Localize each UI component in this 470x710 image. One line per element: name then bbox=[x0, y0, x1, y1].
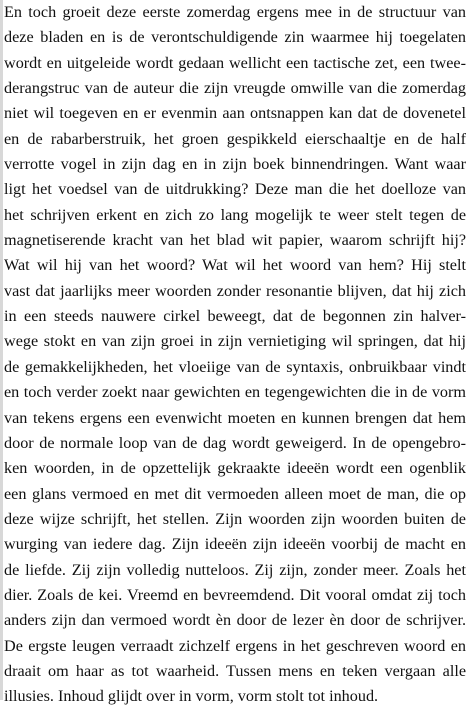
text-line: en de rabarberstruik, het groen gespikkeld eierschaaltje en de half bbox=[4, 129, 466, 148]
text-line: de gemakkelijkheden, het vloeiige van de syntaxis, onbruikbaar vindt bbox=[4, 357, 466, 376]
text-line: dier. Zoals de kei. Vreemd en bevreemdend. Dit vooral omdat zij toch bbox=[4, 585, 466, 604]
text-line: niet wil toegeven en er evenmin aan ontsnappen kan dat de dovenetel bbox=[4, 104, 466, 123]
text-line: magnetiserende kracht van het blad wit papier, waarom schrijft hij? bbox=[4, 231, 466, 250]
text-line: En toch groeit deze eerste zomerdag ergens mee in de structuur van bbox=[4, 3, 466, 21]
text-line: Wat wil hij van het woord? Wat wil het woord van hem? Hij stelt bbox=[4, 256, 466, 275]
text-line: De ergste leugen verraadt zichzelf ergens in het geschreven woord en bbox=[4, 636, 466, 655]
text-line: wege stokt en van zijn groei in zijn vernietiging wil springen, dat hij bbox=[4, 332, 466, 351]
text-line: deze bladen en is de verontschuldigende zin waarmee hij toegelaten bbox=[4, 28, 466, 47]
body-text bbox=[4, 0, 466, 710]
text-line: anders zijn dan vermoed wordt èn door de lezer èn door de schrijver. bbox=[4, 611, 466, 630]
text-line: in een steeds nauwere cirkel beweegt, dat de begonnen zin halver- bbox=[4, 307, 466, 326]
text-line: ken woorden, in de opzettelijk gekraakte ideeën wordt een ogenblik bbox=[4, 459, 466, 478]
scan-edge-shadow bbox=[0, 0, 3, 700]
text-line: draait om haar as tot waarheid. Tussen mens en teken vergaan alle bbox=[4, 661, 466, 680]
text-line: vast dat jaarlijks meer woorden zonder resonantie blijven, dat hij zich bbox=[4, 281, 466, 300]
text-line: door de normale loop van de dag wordt geweigerd. In de opengebro- bbox=[4, 433, 466, 452]
text-line: illusies. Inhoud glijdt over in vorm, vorm stolt tot inhoud. bbox=[4, 687, 379, 706]
text-line: verrotte vogel in zijn dag en in zijn boek binnendringen. Want waar bbox=[4, 155, 466, 174]
text-line: derangstruc van de auteur die zijn vreugde omwille van die zomerdag bbox=[4, 79, 466, 98]
text-line: en toch verder zoekt naar gewichten en tegengewichten die in de vorm bbox=[4, 383, 466, 402]
text-line: ligt het voedsel van de uitdrukking? Deze man die het doelloze van bbox=[4, 180, 466, 199]
text-line: wordt en uitgeleide wordt gedaan wellicht een tactische zet, een twee- bbox=[4, 53, 466, 72]
text-line: een glans vermoed en met dit vermoeden alleen moet de man, die op bbox=[4, 484, 466, 503]
text-line: de liefde. Zij zijn volledig nutteloos. Zij zijn, zonder meer. Zoals het bbox=[4, 560, 466, 579]
text-line: het schrijven erkent en zich zo lang mogelijk te weer stelt tegen de bbox=[4, 205, 466, 224]
text-line: deze wijze schrijft, het stellen. Zijn woorden zijn woorden buiten de bbox=[4, 509, 466, 528]
text-line: wurging van iedere dag. Zijn ideeën zijn ideeën voorbij de macht en bbox=[4, 535, 466, 554]
text-line: van tekens ergens een evenwicht moeten en kunnen brengen dat hem bbox=[4, 408, 466, 427]
